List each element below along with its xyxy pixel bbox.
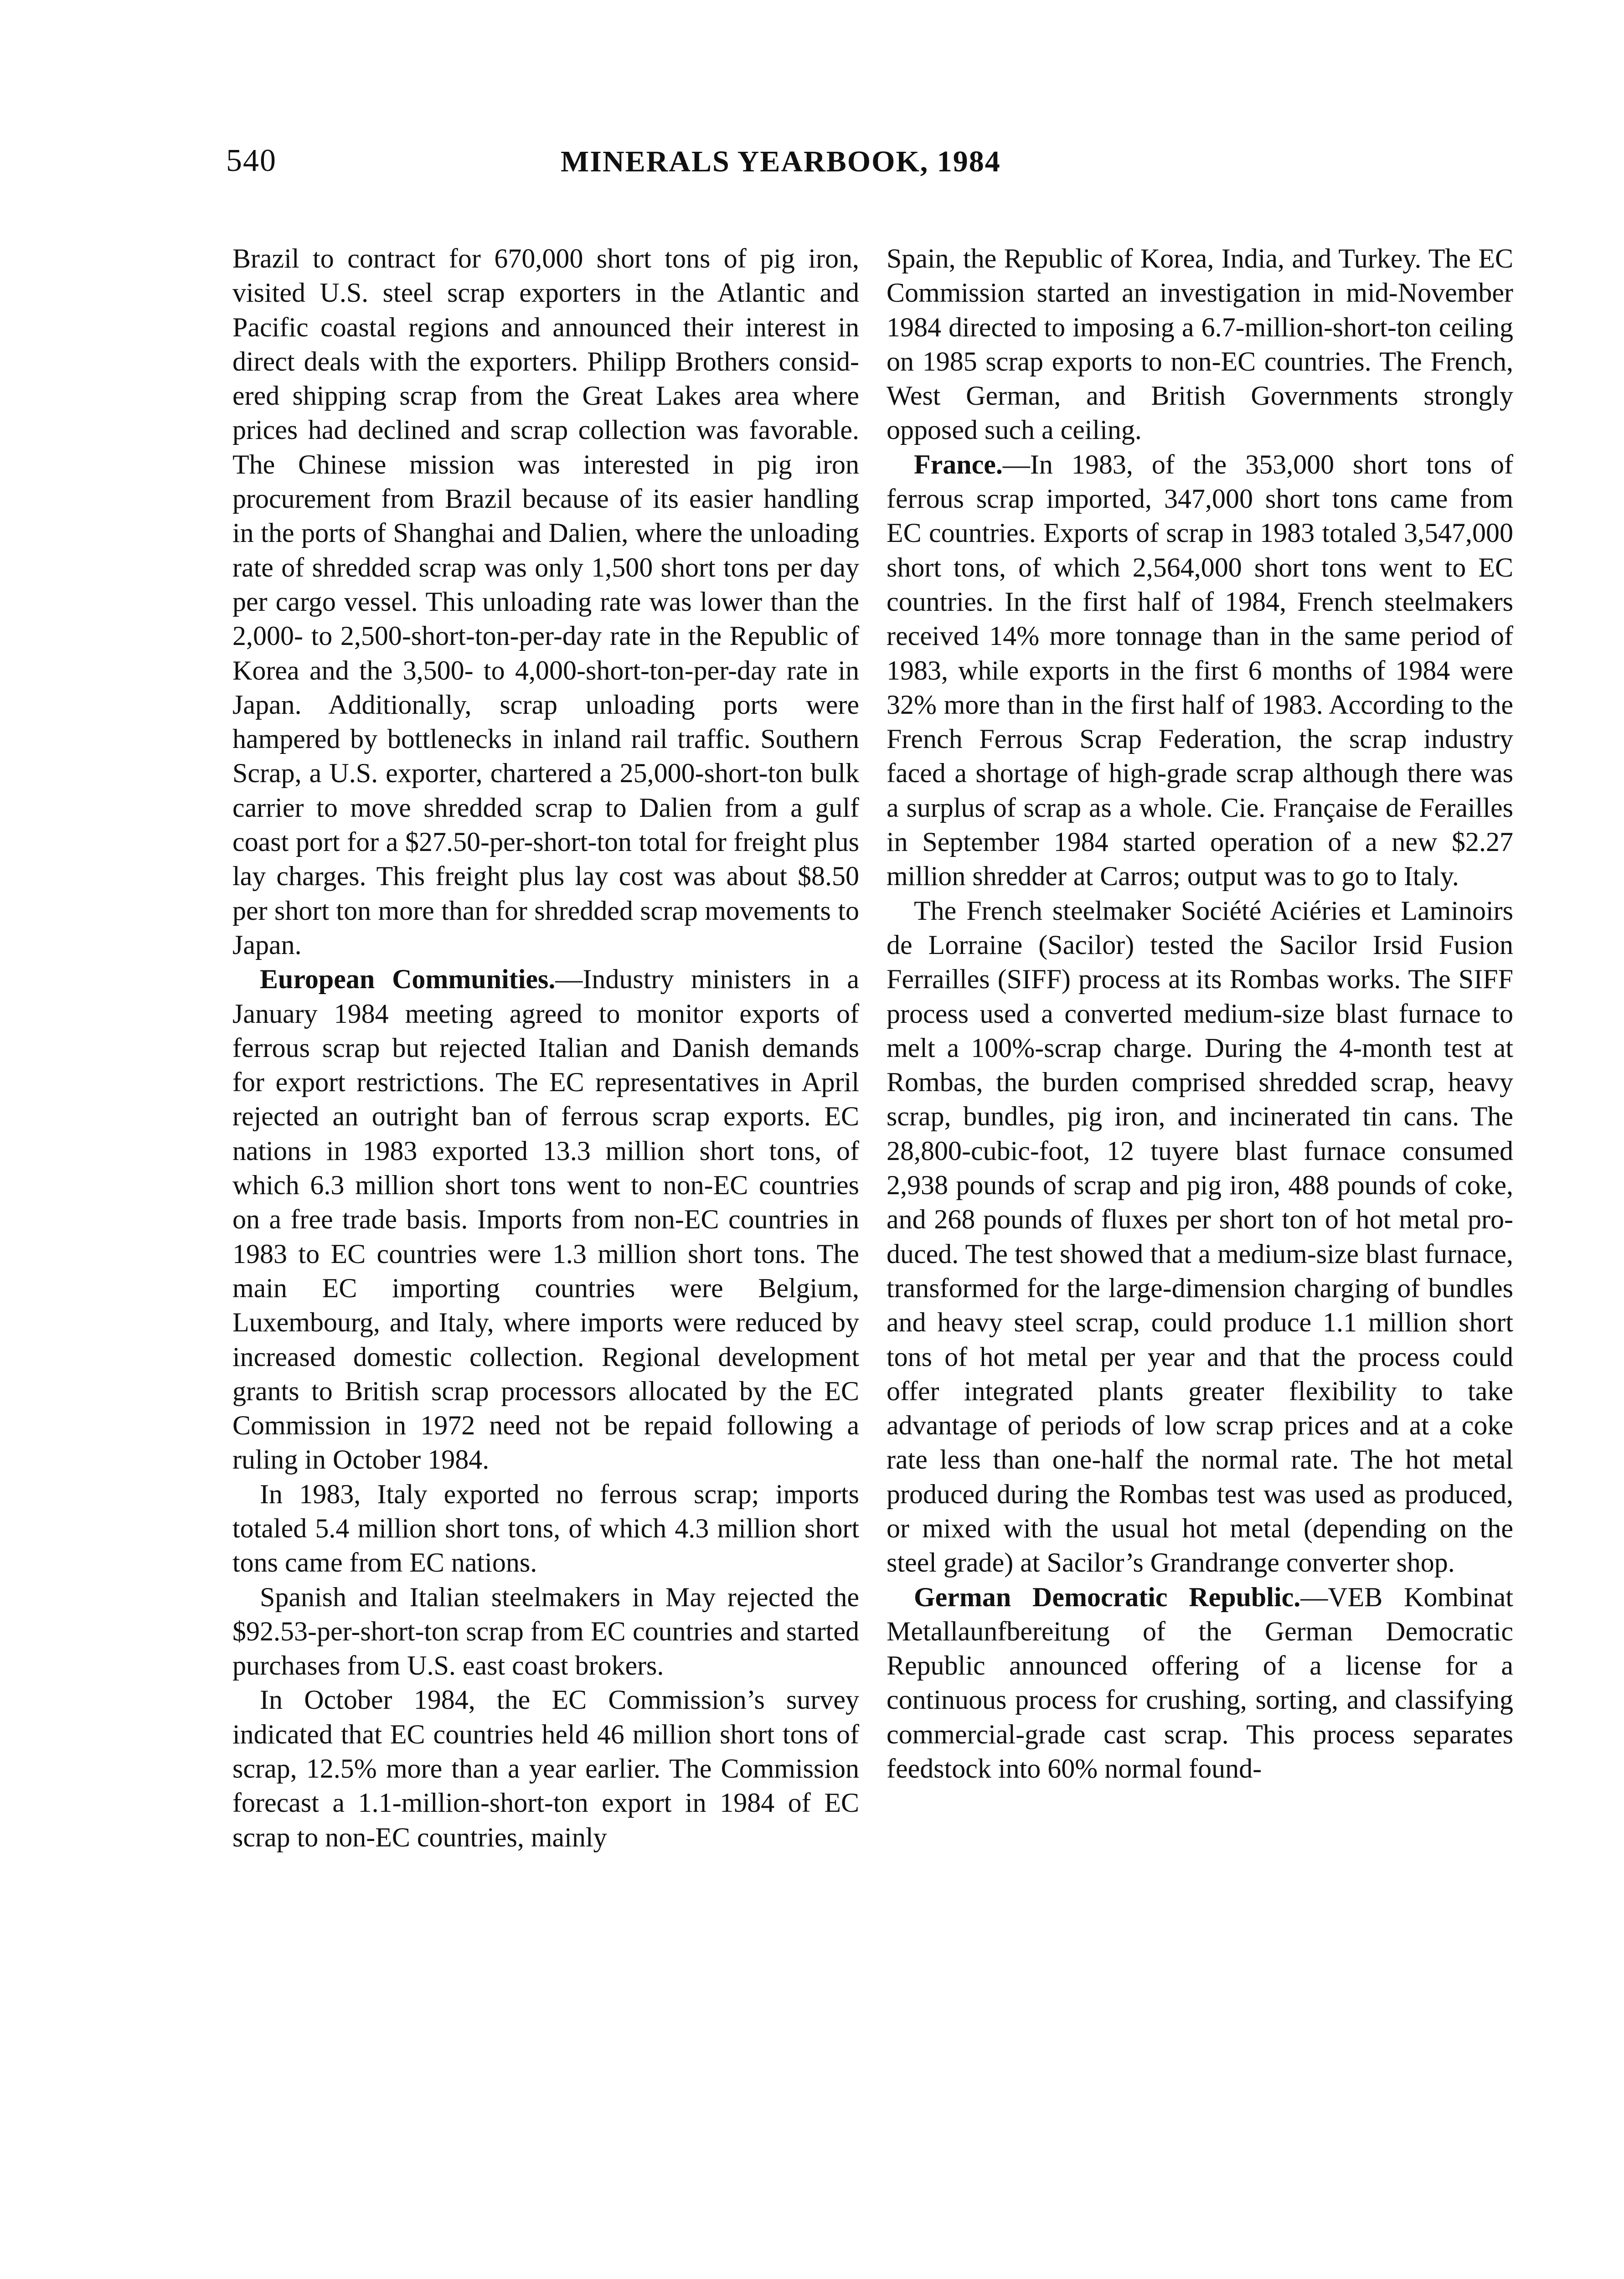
paragraph-ec-survey: In October 1984, the EC Commission’s survey indicated that EC countries held 46 million short tons of scrap, 12.5% more than a year earlier. The Commission forecast a 1.1-million-short-ton export in 1984 of EC scrap to non-EC countries, mainly xyxy=(232,1685,859,1852)
section-heading-european-communities: European Communities. xyxy=(260,964,556,995)
paragraph-ec-ceiling: Spain, the Republic of Korea, India, and Turkey. The EC Commission started an investigation in mid-November 1984 directed to imposing a 6.7-million-short-ton ceiling on 1985 scrap exports to non-EC countries. The French, West German, and British Governments strongly opposed such a ceiling. xyxy=(887,243,1513,445)
paragraph-italy: In 1983, Italy exported no ferrous scrap; imports totaled 5.4 million short tons, of which 4.3 million short tons came from EC nations. xyxy=(232,1479,859,1578)
paragraph-german-democratic-republic xyxy=(887,1580,1513,1786)
paragraph-sacilor: The French steelmaker Société Aciéries et Laminoirs de Lorraine (Sacilor) tested the Sacilor Irsid Fusion Ferrailles (SIFF) process at its Rombas works. The SIFF process used a converted medium-size blast furnace to melt a 100%-scrap charge. During the 4-month test at Rombas, the burden comprised shredded scrap, heavy scrap, bundles, pig iron, and incinerated tin cans. The 28,800-cubic-foot, 12 tuyere blast furnace consumed 2,938 pounds of scrap and pig iron, 488 pounds of coke, and 268 pounds of fluxes per short ton of hot metal produced. The test showed that a medium-size blast furnace, transformed for the large-dimension charging of bundles and heavy steel scrap, could produce 1.1 million short tons of hot metal per year and that the process could offer integrated plants greater flexibility to take advantage of periods of low scrap prices and at a coke rate less than one-half the normal rate. The hot metal produced during the Rombas test was used as produced, or mixed with the usual hot metal (depending on the steel grade) at Sacilor’s Grandrange converter shop. xyxy=(887,895,1513,1578)
section-heading-france: France. xyxy=(914,449,1003,480)
paragraph-brazil-scrap: Brazil to contract for 670,000 short tons of pig iron, visited U.S. steel scrap exporters in the Atlantic and Pacific coastal regions and announced their interest in direct deals with the exporters. Philipp Brothers considered shipping scrap from the Great Lakes area where prices had declined and scrap collection was favorable. The Chinese mission was interested in pig iron procurement from Brazil because of its easier handling in the ports of Shanghai and Dalien, where the unloading rate of shredded scrap was only 1,500 short tons per day per cargo vessel. This unloading rate was lower than the 2,000- to 2,500-short-ton-per-day rate in the Republic of Korea and the 3,500- to 4,000-short-ton-per-day rate in Japan. Additionally, scrap unloading ports were hampered by bottlenecks in inland rail traffic. Southern Scrap, a U.S. exporter, chartered a 25,000-short-ton bulk carrier to move shredded scrap to Dalien from a gulf coast port for a $27.50-per-short-ton total for freight plus lay charges. This freight plus lay cost was about $8.50 per short ton more than for shredded scrap movements to Japan. xyxy=(232,243,859,960)
paragraph-european-communities xyxy=(232,962,859,1477)
paragraph-body: —Industry ministers in a January 1984 meeting agreed to monitor exports of ferrous scrap but rejected Italian and Danish demands for export restrictions. The EC representatives in April rejected an outright ban of ferrous scrap exports. EC nations in 1983 exported 13.3 million short tons, of which 6.3 million short tons went to non-EC countries on a free trade basis. Imports from non-EC countries in 1983 to EC countries were 1.3 million short tons. The main EC importing countries were Belgium, Luxembourg, and Italy, where imports were reduced by increased domestic collection. Regional development grants to British scrap processors allocated by the EC Commission in 1972 need not be repaid following a ruling in October 1984. xyxy=(232,964,859,1475)
paragraph-body: —VEB Kombinat Metallaunfbereitung of the German Democratic Republic announced offering of a license for a continuous process for crushing, sorting, and classifying commercial-grade cast scrap. This process separates feedstock into 60% normal found- xyxy=(887,1582,1513,1784)
section-heading-german-democratic-republic: German Democratic Republic. xyxy=(914,1582,1301,1612)
page-number: 540 xyxy=(226,143,277,178)
paragraph-spanish-italian: Spanish and Italian steelmakers in May rejected the $92.53-per-short-ton scrap from EC countries and started purchases from U.S. east coast brokers. xyxy=(232,1582,859,1681)
right-column xyxy=(887,242,1513,1786)
paragraph-france xyxy=(887,448,1513,894)
paragraph-body: —In 1983, of the 353,000 short tons of ferrous scrap imported, 347,000 short tons came from EC countries. Exports of scrap in 1983 totaled 3,547,000 short tons, of which 2,564,000 short tons went to EC countries. In the first half of 1984, French steelmakers received 14% more tonnage than in the same period of 1983, while exports in the first 6 months of 1984 were 32% more than in the first half of 1983. According to the French Ferrous Scrap Federation, the scrap industry faced a shortage of high-grade scrap although there was a surplus of scrap as a whole. Cie. Française de Ferailles in September 1984 started operation of a new $2.27 million shredder at Carros; output was to go to Italy. xyxy=(887,449,1513,892)
left-column xyxy=(232,242,859,1855)
running-head: MINERALS YEARBOOK, 1984 xyxy=(561,145,1001,178)
